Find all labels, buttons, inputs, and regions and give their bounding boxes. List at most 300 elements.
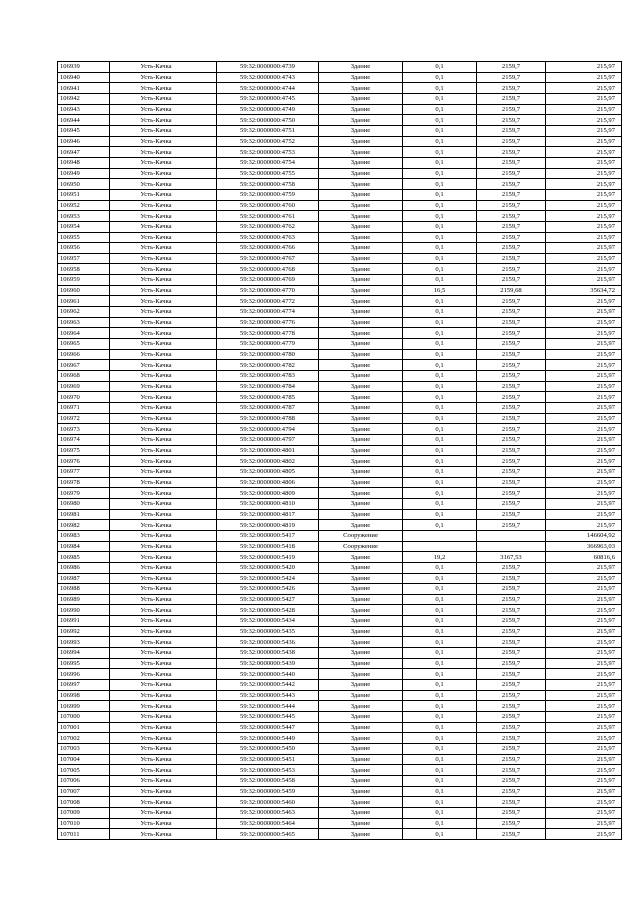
row-number: 106940 <box>60 73 80 81</box>
amount-value-cell <box>546 200 622 211</box>
table-row <box>58 296 622 307</box>
amount-value-cell <box>546 488 622 499</box>
cadastral-number: 59:32:0000000:4766 <box>240 244 295 252</box>
rate-value-cell <box>477 211 546 222</box>
row-number: 107002 <box>60 734 80 742</box>
area-value-cell <box>403 136 477 147</box>
area-value-cell <box>403 179 477 190</box>
object-type: Здание <box>350 73 371 81</box>
object-type: Здание <box>350 287 371 295</box>
cadastral-number: 59:32:0000000:4794 <box>240 425 295 433</box>
rate-value-cell <box>477 637 546 648</box>
rate-value-cell <box>477 669 546 680</box>
table-row <box>58 328 622 339</box>
object-type: Здание <box>350 809 371 817</box>
row-number: 106952 <box>60 201 80 209</box>
object-type-cell <box>319 754 403 765</box>
cadastral-number: 59:32:0000000:4767 <box>240 255 295 263</box>
rate-value-cell <box>477 168 546 179</box>
settlement-name: Усть-Качка <box>140 617 172 625</box>
amount-value-cell <box>546 690 622 701</box>
area-value: 0,1 <box>435 819 444 827</box>
rate-value: 2159,7 <box>501 755 521 763</box>
area-value: 0,1 <box>435 777 444 785</box>
object-type: Здание <box>350 414 371 422</box>
object-type: Здание <box>350 297 371 305</box>
cadastral-number-cell <box>217 232 319 243</box>
settlement-name: Усть-Качка <box>140 734 172 742</box>
row-number: 106974 <box>60 436 80 444</box>
amount-value: 215,97 <box>596 223 615 231</box>
object-type: Здание <box>350 265 371 273</box>
rate-value: 2159,7 <box>501 457 521 465</box>
amount-value: 215,97 <box>596 425 615 433</box>
rate-value: 2159,7 <box>501 169 521 177</box>
rate-value: 2159,7 <box>501 105 521 113</box>
object-type: Здание <box>350 84 371 92</box>
table-row <box>58 339 622 350</box>
area-value-cell <box>403 232 477 243</box>
amount-value-cell <box>546 712 622 723</box>
cadastral-number-cell <box>217 829 319 840</box>
table-row <box>58 594 622 605</box>
area-value-cell <box>403 712 477 723</box>
object-type-cell <box>319 637 403 648</box>
row-number-cell <box>58 541 110 552</box>
rate-value-cell <box>477 62 546 73</box>
table-row <box>58 584 622 595</box>
area-value: 0,1 <box>435 574 444 582</box>
settlement-name: Усть-Качка <box>140 372 172 380</box>
object-type-cell <box>319 253 403 264</box>
rate-value: 2159,7 <box>501 340 521 348</box>
area-value-cell <box>403 424 477 435</box>
object-type: Здание <box>350 255 371 263</box>
settlement-name-cell <box>110 136 217 147</box>
area-value: 0,1 <box>435 809 444 817</box>
amount-value-cell <box>546 232 622 243</box>
row-number: 106964 <box>60 329 80 337</box>
rate-value: 2159,7 <box>501 361 521 369</box>
settlement-name-cell <box>110 520 217 531</box>
cadastral-number: 59:32:0000000:5424 <box>240 574 295 582</box>
row-number: 106969 <box>60 383 80 391</box>
settlement-name: Усть-Качка <box>140 510 172 518</box>
cadastral-number-cell <box>217 456 319 467</box>
object-type: Здание <box>350 276 371 284</box>
settlement-name-cell <box>110 722 217 733</box>
amount-value: 215,97 <box>596 468 615 476</box>
object-type-cell <box>319 733 403 744</box>
amount-value-cell <box>546 669 622 680</box>
object-type: Здание <box>350 180 371 188</box>
settlement-name: Усть-Качка <box>140 383 172 391</box>
rate-value: 2159,7 <box>501 489 521 497</box>
area-value-cell <box>403 253 477 264</box>
cadastral-number-cell <box>217 296 319 307</box>
object-type: Здание <box>350 95 371 103</box>
area-value: 0,1 <box>435 500 444 508</box>
settlement-name-cell <box>110 797 217 808</box>
object-type: Здание <box>350 468 371 476</box>
area-value-cell <box>403 243 477 254</box>
row-number: 107006 <box>60 777 80 785</box>
object-type-cell <box>319 786 403 797</box>
cadastral-number-cell <box>217 520 319 531</box>
row-number: 106978 <box>60 478 80 486</box>
object-type: Здание <box>350 564 371 572</box>
rate-value: 2159,7 <box>501 585 521 593</box>
settlement-name: Усть-Качка <box>140 787 172 795</box>
cadastral-number-cell <box>217 733 319 744</box>
settlement-name-cell <box>110 371 217 382</box>
amount-value-cell <box>546 456 622 467</box>
object-type-cell <box>319 339 403 350</box>
amount-value: 215,97 <box>596 191 615 199</box>
object-type: Здание <box>350 521 371 529</box>
rate-value: 2159,7 <box>501 212 521 220</box>
settlement-name: Усть-Качка <box>140 63 172 71</box>
amount-value: 215,97 <box>596 297 615 305</box>
rate-value-cell <box>477 243 546 254</box>
object-type-cell <box>319 765 403 776</box>
amount-value-cell <box>546 83 622 94</box>
row-number: 107005 <box>60 766 80 774</box>
area-value: 0,1 <box>435 446 444 454</box>
amount-value: 215,97 <box>596 201 615 209</box>
row-number: 107009 <box>60 809 80 817</box>
settlement-name: Усть-Качка <box>140 169 172 177</box>
object-type-cell <box>319 626 403 637</box>
table-row <box>58 733 622 744</box>
object-type: Сооружение <box>343 542 378 550</box>
settlement-name-cell <box>110 72 217 83</box>
rate-value-cell <box>477 434 546 445</box>
area-value-cell <box>403 488 477 499</box>
area-value: 0,1 <box>435 180 444 188</box>
amount-value-cell <box>546 765 622 776</box>
table-row <box>58 466 622 477</box>
row-number: 106981 <box>60 510 80 518</box>
cadastral-number-cell <box>217 424 319 435</box>
cadastral-number: 59:32:0000000:5449 <box>240 734 295 742</box>
rate-value: 2159,7 <box>501 276 521 284</box>
object-type: Здание <box>350 830 371 838</box>
rate-value: 2159,7 <box>501 500 521 508</box>
rate-value-cell <box>477 189 546 200</box>
area-value: 0,1 <box>435 681 444 689</box>
row-number-cell <box>58 253 110 264</box>
object-type-cell <box>319 680 403 691</box>
row-number: 106971 <box>60 404 80 412</box>
table-row <box>58 232 622 243</box>
area-value-cell <box>403 648 477 659</box>
rate-value-cell <box>477 403 546 414</box>
amount-value-cell <box>546 349 622 360</box>
cadastral-number-cell <box>217 115 319 126</box>
cadastral-number: 59:32:0000000:4819 <box>240 521 295 529</box>
amount-value-cell <box>546 104 622 115</box>
cadastral-number: 59:32:0000000:5459 <box>240 787 295 795</box>
settlement-name-cell <box>110 339 217 350</box>
area-value: 0,1 <box>435 319 444 327</box>
cadastral-number-cell <box>217 317 319 328</box>
cadastral-number-cell <box>217 339 319 350</box>
area-value: 0,1 <box>435 169 444 177</box>
cadastral-number-cell <box>217 616 319 627</box>
area-value: 0,1 <box>435 478 444 486</box>
area-value: 0,1 <box>435 116 444 124</box>
settlement-name: Усть-Качка <box>140 500 172 508</box>
cadastral-number: 59:32:0000000:4772 <box>240 297 295 305</box>
rate-value-cell <box>477 424 546 435</box>
rate-value: 2159,7 <box>501 297 521 305</box>
area-value: 0,1 <box>435 692 444 700</box>
amount-value-cell <box>546 829 622 840</box>
area-value: 0,1 <box>435 798 444 806</box>
rate-value-cell <box>477 797 546 808</box>
row-number-cell <box>58 200 110 211</box>
row-number: 106980 <box>60 500 80 508</box>
row-number: 106986 <box>60 564 80 572</box>
table-row <box>58 93 622 104</box>
row-number-cell <box>58 584 110 595</box>
rate-value: 2159,7 <box>501 724 521 732</box>
table-row <box>58 349 622 360</box>
amount-value: 215,97 <box>596 361 615 369</box>
settlement-name-cell <box>110 413 217 424</box>
cadastral-number-cell <box>217 179 319 190</box>
table-row <box>58 147 622 158</box>
cadastral-number-cell <box>217 403 319 414</box>
amount-value-cell <box>546 381 622 392</box>
rate-value: 2159,7 <box>501 745 521 753</box>
area-value-cell <box>403 722 477 733</box>
settlement-name-cell <box>110 786 217 797</box>
rate-value-cell <box>477 253 546 264</box>
settlement-name-cell <box>110 264 217 275</box>
settlement-name-cell <box>110 594 217 605</box>
table-row <box>58 530 622 541</box>
settlement-name-cell <box>110 179 217 190</box>
cadastral-number: 59:32:0000000:4802 <box>240 457 295 465</box>
table-row <box>58 360 622 371</box>
rate-value-cell <box>477 445 546 456</box>
settlement-name: Усть-Качка <box>140 137 172 145</box>
cadastral-number: 59:32:0000000:5427 <box>240 596 295 604</box>
amount-value: 215,97 <box>596 830 615 838</box>
table-row <box>58 498 622 509</box>
row-number: 106999 <box>60 702 80 710</box>
amount-value: 215,97 <box>596 340 615 348</box>
object-type-cell <box>319 744 403 755</box>
settlement-name-cell <box>110 509 217 520</box>
area-value-cell <box>403 616 477 627</box>
amount-value: 215,97 <box>596 649 615 657</box>
amount-value: 215,97 <box>596 95 615 103</box>
table-row <box>58 189 622 200</box>
row-number: 106957 <box>60 255 80 263</box>
area-value: 0,1 <box>435 596 444 604</box>
cadastral-number: 59:32:0000000:4805 <box>240 468 295 476</box>
row-number: 106994 <box>60 649 80 657</box>
cadastral-number: 59:32:0000000:5420 <box>240 564 295 572</box>
settlement-name-cell <box>110 584 217 595</box>
area-value-cell <box>403 125 477 136</box>
cadastral-number-cell <box>217 62 319 73</box>
cadastral-number: 59:32:0000000:4782 <box>240 361 295 369</box>
amount-value: 215,97 <box>596 489 615 497</box>
cadastral-number: 59:32:0000000:5445 <box>240 713 295 721</box>
area-value-cell <box>403 275 477 286</box>
settlement-name-cell <box>110 307 217 318</box>
rate-value: 2159,7 <box>501 681 521 689</box>
object-type: Здание <box>350 638 371 646</box>
object-type-cell <box>319 93 403 104</box>
cadastral-number-cell <box>217 637 319 648</box>
amount-value: 215,97 <box>596 212 615 220</box>
row-number-cell <box>58 594 110 605</box>
row-number-cell <box>58 403 110 414</box>
rate-value-cell <box>477 104 546 115</box>
amount-value-cell <box>546 626 622 637</box>
settlement-name-cell <box>110 221 217 232</box>
rate-value: 2159,7 <box>501 436 521 444</box>
cadastral-number-cell <box>217 72 319 83</box>
object-type-cell <box>319 701 403 712</box>
table-row <box>58 221 622 232</box>
settlement-name-cell <box>110 807 217 818</box>
amount-value: 215,97 <box>596 148 615 156</box>
rate-value: 2159,7 <box>501 670 521 678</box>
settlement-name: Усть-Качка <box>140 702 172 710</box>
row-number: 107010 <box>60 819 80 827</box>
cadastral-number: 59:32:0000000:5436 <box>240 638 295 646</box>
settlement-name-cell <box>110 83 217 94</box>
table-row <box>58 488 622 499</box>
settlement-name: Усть-Качка <box>140 223 172 231</box>
object-type: Здание <box>350 105 371 113</box>
cadastral-number: 59:32:0000000:4755 <box>240 169 295 177</box>
amount-value-cell <box>546 786 622 797</box>
cadastral-number-cell <box>217 775 319 786</box>
cadastral-number: 59:32:0000000:4760 <box>240 201 295 209</box>
cadastral-number-cell <box>217 200 319 211</box>
table-row <box>58 552 622 563</box>
amount-value: 215,97 <box>596 745 615 753</box>
amount-value: 215,97 <box>596 446 615 454</box>
object-type: Здание <box>350 713 371 721</box>
row-number-cell <box>58 62 110 73</box>
object-type-cell <box>319 371 403 382</box>
cadastral-number-cell <box>217 211 319 222</box>
settlement-name: Усть-Качка <box>140 724 172 732</box>
cadastral-number-cell <box>217 243 319 254</box>
settlement-name: Усть-Качка <box>140 127 172 135</box>
amount-value-cell <box>546 818 622 829</box>
rate-value-cell <box>477 744 546 755</box>
row-number: 106942 <box>60 95 80 103</box>
object-type-cell <box>319 200 403 211</box>
object-type: Здание <box>350 329 371 337</box>
object-type-cell <box>319 115 403 126</box>
amount-value: 215,97 <box>596 660 615 668</box>
row-number: 106948 <box>60 159 80 167</box>
object-type-cell <box>319 307 403 318</box>
area-value: 0,1 <box>435 766 444 774</box>
row-number-cell <box>58 360 110 371</box>
settlement-name-cell <box>110 669 217 680</box>
amount-value-cell <box>546 62 622 73</box>
table-row <box>58 317 622 328</box>
area-value: 0,1 <box>435 340 444 348</box>
object-type: Здание <box>350 425 371 433</box>
amount-value: 215,97 <box>596 404 615 412</box>
settlement-name: Усть-Качка <box>140 329 172 337</box>
amount-value-cell <box>546 807 622 818</box>
settlement-name-cell <box>110 562 217 573</box>
settlement-name-cell <box>110 211 217 222</box>
settlement-name: Усть-Качка <box>140 116 172 124</box>
object-type-cell <box>319 488 403 499</box>
cadastral-number-cell <box>217 498 319 509</box>
area-value: 0,1 <box>435 702 444 710</box>
rate-value: 2159,7 <box>501 798 521 806</box>
rate-value-cell <box>477 147 546 158</box>
area-value: 0,1 <box>435 95 444 103</box>
amount-value-cell <box>546 424 622 435</box>
rate-value-cell <box>477 296 546 307</box>
object-type: Здание <box>350 457 371 465</box>
settlement-name-cell <box>110 733 217 744</box>
rate-value: 2159,7 <box>501 628 521 636</box>
row-number-cell <box>58 179 110 190</box>
amount-value-cell <box>546 115 622 126</box>
row-number-cell <box>58 669 110 680</box>
area-value: 0,1 <box>435 787 444 795</box>
object-type-cell <box>319 125 403 136</box>
row-number-cell <box>58 381 110 392</box>
object-type-cell <box>319 83 403 94</box>
table-row <box>58 413 622 424</box>
settlement-name-cell <box>110 530 217 541</box>
area-value-cell <box>403 157 477 168</box>
amount-value-cell <box>546 72 622 83</box>
rate-value-cell <box>477 72 546 83</box>
rate-value-cell <box>477 701 546 712</box>
row-number-cell <box>58 189 110 200</box>
row-number-cell <box>58 744 110 755</box>
area-value-cell <box>403 584 477 595</box>
amount-value-cell <box>546 637 622 648</box>
rate-value: 2159,7 <box>501 830 521 838</box>
amount-value-cell <box>546 733 622 744</box>
amount-value-cell <box>546 605 622 616</box>
cadastral-number: 59:32:0000000:4763 <box>240 233 295 241</box>
object-type: Здание <box>350 223 371 231</box>
area-value: 0,1 <box>435 191 444 199</box>
object-type-cell <box>319 189 403 200</box>
area-value: 0,1 <box>435 223 444 231</box>
amount-value-cell <box>546 136 622 147</box>
object-type: Здание <box>350 755 371 763</box>
amount-value-cell <box>546 403 622 414</box>
cadastral-number-cell <box>217 93 319 104</box>
settlement-name-cell <box>110 200 217 211</box>
area-value-cell <box>403 669 477 680</box>
amount-value-cell <box>546 775 622 786</box>
row-number-cell <box>58 125 110 136</box>
